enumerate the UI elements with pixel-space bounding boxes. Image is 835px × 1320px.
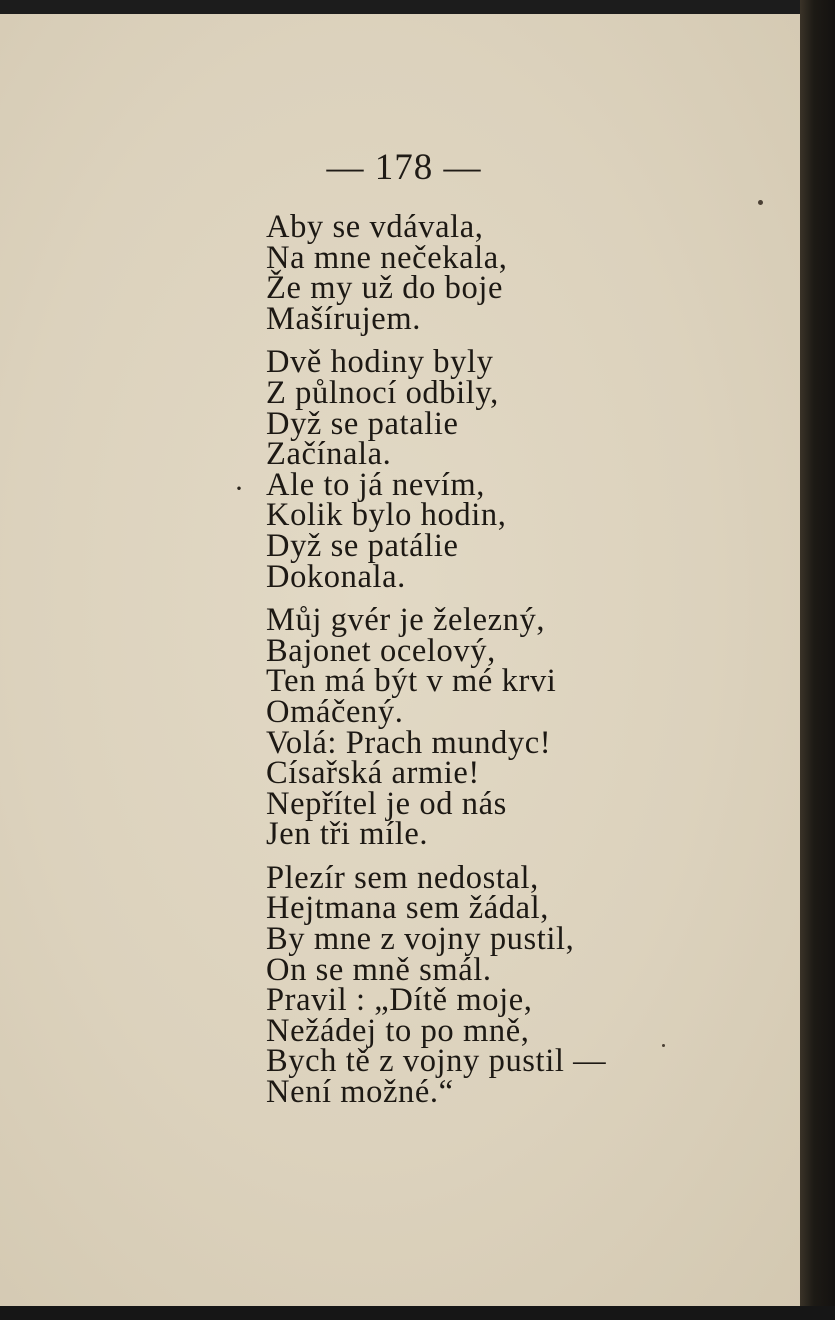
verse-line: Že my už do boje bbox=[266, 270, 504, 307]
verse-line: Bych tě z vojny pustil — bbox=[266, 1043, 607, 1080]
page-number: — 178 — bbox=[326, 147, 482, 188]
verse-line: Začínala. bbox=[266, 436, 392, 473]
verse-line: Jen tři míle. bbox=[266, 816, 429, 853]
verse-line: Bajonet ocelový, bbox=[266, 632, 496, 669]
stanza bbox=[266, 344, 606, 595]
verse-line: Dvě hodiny byly bbox=[266, 344, 494, 381]
verse-line: Můj gvér je železný, bbox=[266, 602, 546, 639]
scan-bottom-edge bbox=[0, 1306, 835, 1320]
verse-line: Volá: Prach mundyc! bbox=[266, 724, 552, 761]
verse-line: By mne z vojny pustil, bbox=[266, 921, 575, 958]
stanza bbox=[266, 209, 606, 337]
verse-line: Ten má být v mé krvi bbox=[266, 663, 557, 700]
verse-line: Omáčený. bbox=[266, 693, 404, 730]
stanza bbox=[266, 602, 606, 853]
verse-line: On se mně smál. bbox=[266, 951, 492, 988]
verse-line: Císařská armie! bbox=[266, 755, 480, 792]
paper-sheet bbox=[0, 14, 808, 1306]
verse-line: Není možné.“ bbox=[266, 1074, 454, 1111]
verse-line: Kolik bylo hodin, bbox=[266, 497, 507, 534]
verse-line: Mašírujem. bbox=[266, 300, 421, 337]
verse-line: Ale to já nevím, bbox=[266, 466, 485, 503]
verse-line: Nepřítel je od nás bbox=[266, 785, 507, 822]
stanza bbox=[266, 859, 607, 1111]
margin-mark: · bbox=[234, 472, 244, 505]
verse-line: Dyž se patalie bbox=[266, 405, 459, 442]
ink-speck bbox=[662, 1044, 665, 1047]
verse-line: Na mne nečekala, bbox=[266, 239, 508, 276]
verse-line: Hejtmana sem žádal, bbox=[266, 890, 550, 927]
book-gutter bbox=[800, 0, 835, 1320]
verse-line: Aby se vdávala, bbox=[266, 209, 484, 245]
poem-text bbox=[266, 209, 607, 1121]
verse-line: Plezír sem nedostal, bbox=[266, 859, 539, 896]
verse-line: Z půlnocí odbily, bbox=[266, 374, 499, 411]
ink-speck bbox=[758, 200, 763, 205]
verse-line: Dokonala. bbox=[266, 558, 406, 595]
verse-line: Pravil : „Dítě moje, bbox=[266, 982, 533, 1019]
verse-line: Nežádej to po mně, bbox=[266, 1012, 530, 1049]
verse-line: Dyž se patálie bbox=[266, 527, 459, 564]
